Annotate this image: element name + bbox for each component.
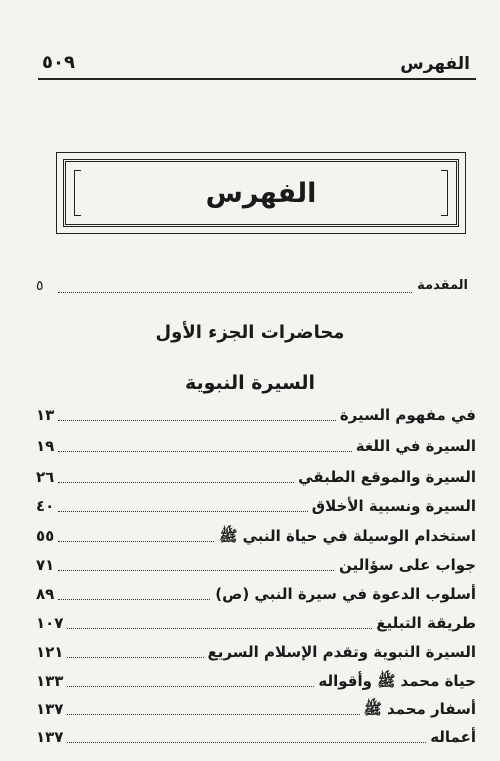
dot-leader — [58, 742, 466, 743]
toc-entry — [36, 437, 476, 461]
toc-entry-label: أعماله — [426, 728, 476, 746]
toc-entry-page: ١٣٧ — [36, 728, 67, 746]
toc-entry — [36, 406, 476, 430]
toc-entry-page: ٥٥ — [36, 527, 58, 545]
dot-leader — [58, 292, 458, 293]
toc-entry-label: جواب على سؤالين — [335, 556, 476, 574]
toc-entry — [36, 585, 476, 609]
toc-entry-page: ٨٩ — [36, 585, 58, 603]
toc-entry-label: السيرة ونسبية الأخلاق — [308, 497, 476, 515]
toc-entry-label: طريقة التبليغ — [372, 614, 476, 632]
toc-entry-label: السيرة النبوية وتقدم الإسلام السريع — [204, 643, 477, 661]
section-heading: السيرة النبوية — [184, 372, 316, 394]
toc-entry-label: في مفهوم السيرة — [336, 406, 476, 424]
toc-entry-label: السيرة في اللغة — [352, 437, 476, 455]
toc-entry — [36, 497, 476, 521]
toc-entry-label: أسفار محمد ﷺ — [360, 700, 476, 722]
toc-entry-page: ١٣٧ — [36, 700, 67, 718]
toc-entry-label: حياة محمد ﷺ وأقواله — [314, 672, 476, 694]
toc-entry-label: استخدام الوسيلة في حياة النبي ﷺ — [215, 527, 476, 549]
toc-entry — [36, 672, 476, 696]
toc-entry-page: ١٩ — [36, 437, 58, 455]
toc-entry — [36, 728, 476, 752]
index-title-frame — [56, 152, 466, 234]
toc-entry-label: المقدمة — [413, 278, 468, 293]
running-header — [38, 52, 476, 80]
toc-entry — [36, 527, 476, 551]
toc-entry-page: ٤٠ — [36, 497, 58, 515]
toc-entry-page: ١٠٧ — [36, 614, 67, 632]
toc-entry — [36, 614, 476, 638]
index-title: الفهرس — [205, 178, 317, 209]
running-title: الفهرس — [400, 54, 470, 74]
toc-entry — [36, 700, 476, 724]
toc-entry-page: ١٢١ — [36, 643, 67, 661]
page-number: ٥٠٩ — [42, 52, 75, 73]
toc-entry-label: السيرة والموقع الطبقي — [294, 468, 476, 486]
toc-entry-page: ٥ — [36, 278, 48, 294]
toc-entry-page: ١٣ — [36, 406, 58, 424]
toc-entry — [36, 556, 476, 580]
part-heading: محاضرات الجزء الأول — [155, 322, 345, 343]
toc-entry — [36, 643, 476, 667]
toc-entry-page: ٧١ — [36, 556, 58, 574]
title-frame-ornament — [63, 159, 459, 227]
toc-entry-label: أسلوب الدعوة في سيرة النبي (ص) — [211, 585, 476, 603]
toc-entry — [36, 468, 476, 492]
toc-entry-page: ١٣٣ — [36, 672, 67, 690]
toc-entry-intro — [36, 278, 468, 302]
toc-entry-page: ٢٦ — [36, 468, 58, 486]
